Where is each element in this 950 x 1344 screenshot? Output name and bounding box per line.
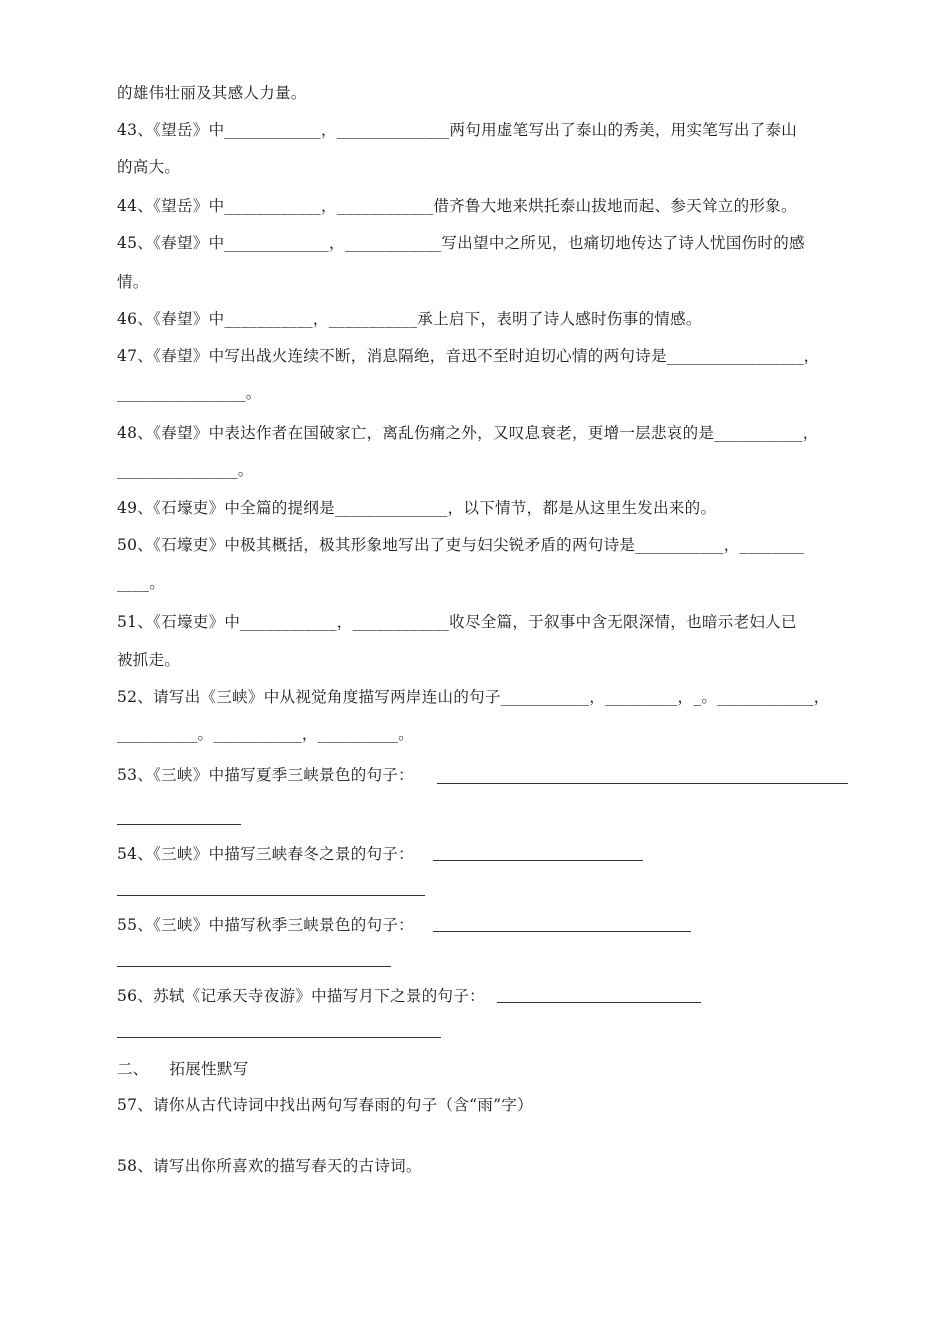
answer-line [117, 1037, 441, 1038]
question-45-cont: 情。 [117, 273, 149, 291]
question-45: 45、《春望》中_____________，____________写出望中之所见，也痛切地传达了诗人忧国伤时的感 [117, 234, 805, 252]
answer-line [433, 931, 691, 932]
question-57: 57、请你从古代诗词中找出两句写春雨的句子（含“雨”字） [117, 1096, 533, 1114]
question-43-cont: 的高大。 [117, 158, 181, 176]
question-44: 44、《望岳》中____________，____________借齐鲁大地来烘托泰山拔地而起、参天耸立的形象。 [117, 197, 797, 215]
answer-line [497, 1002, 701, 1003]
question-50: 50、《石壕吏》中极其概括，极其形象地写出了吏与妇尖锐矛盾的两句诗是___________，________ [117, 536, 804, 554]
question-52: 52、请写出《三峡》中从视觉角度描写两岸连山的句子___________，_________，_。____________， [117, 688, 830, 706]
question-54: 54、《三峡》中描写三峡春冬之景的句子： [117, 845, 414, 863]
question-46: 46、《春望》中___________，___________承上启下，表明了诗人感时伤事的情感。 [117, 310, 702, 328]
question-48: 48、《春望》中表达作者在国破家亡，离乱伤痛之外，又叹息衰老，更增一层悲哀的是___________， [117, 424, 819, 442]
question-48-cont: _______________。 [117, 461, 254, 479]
section-heading: 二、 拓展性默写 [117, 1060, 249, 1078]
answer-line [437, 783, 848, 784]
question-49: 49、《石壕吏》中全篇的提纲是______________，以下情节，都是从这里生发出来的。 [117, 499, 717, 517]
question-47-cont: ________________。 [117, 384, 262, 402]
answer-line [117, 966, 391, 967]
question-55: 55、《三峡》中描写秋季三峡景色的句子： [117, 916, 414, 934]
answer-line [117, 824, 241, 825]
question-47: 47、《春望》中写出战火连续不断，消息隔绝，音迅不至时迫切心情的两句诗是_________________， [117, 347, 820, 365]
question-51-cont: 被抓走。 [117, 651, 181, 669]
question-58: 58、请写出你所喜欢的描写春天的古诗词。 [117, 1157, 422, 1175]
text-line-continuation: 的雄伟壮丽及其感人力量。 [117, 84, 307, 102]
question-53: 53、《三峡》中描写夏季三峡景色的句子： [117, 766, 414, 784]
question-51: 51、《石壕吏》中____________，____________收尽全篇，于叙事中含无限深情，也暗示老妇人已 [117, 613, 797, 631]
question-52-cont: __________。___________，__________。 [117, 725, 414, 743]
question-43: 43、《望岳》中____________，______________两句用虚笔写出了泰山的秀美，用实笔写出了泰山 [117, 121, 798, 139]
question-50-cont: ____。 [117, 574, 166, 592]
answer-line [433, 860, 643, 861]
question-56: 56、苏轼《记承天寺夜游》中描写月下之景的句子： [117, 987, 485, 1005]
answer-line [117, 895, 425, 896]
